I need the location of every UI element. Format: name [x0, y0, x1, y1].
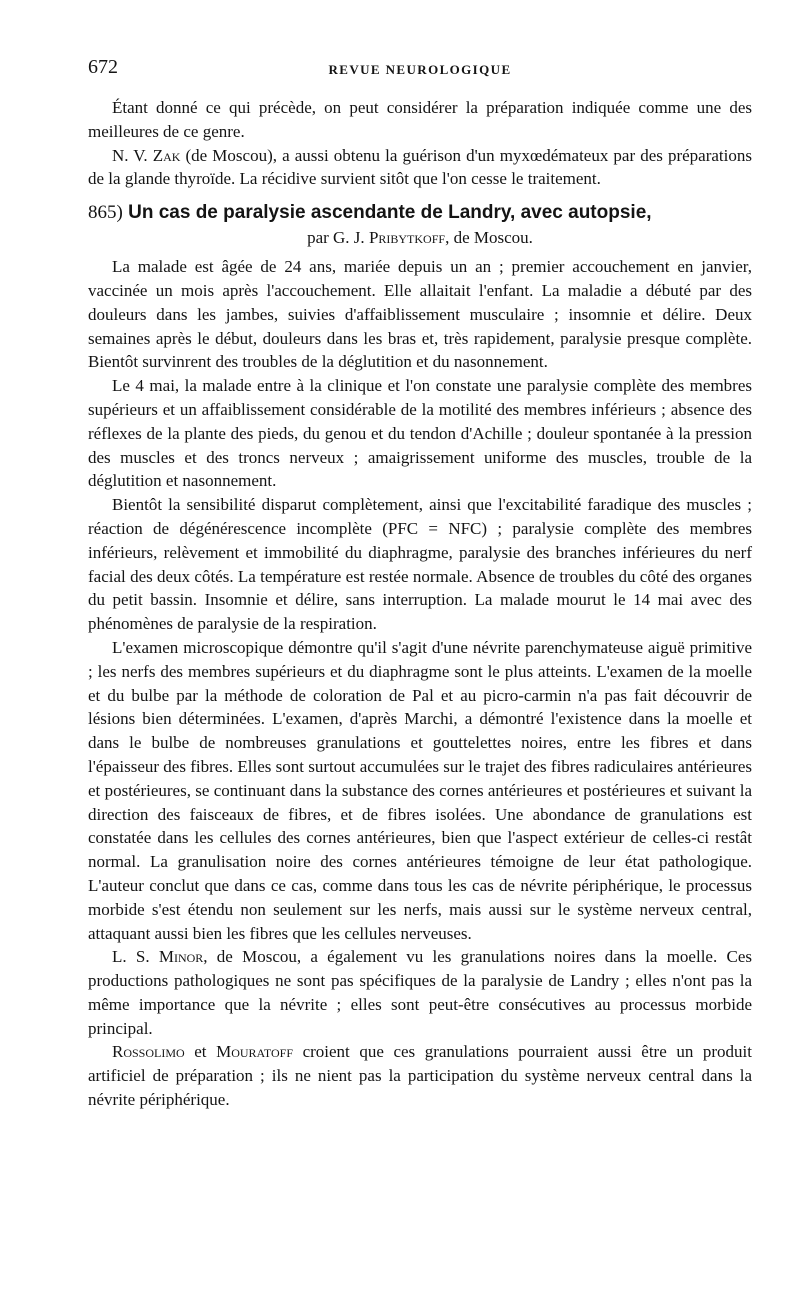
author-name: Rossolimo	[112, 1042, 185, 1062]
article-title	[88, 200, 752, 226]
paragraph-text: croient que ces granulations pourraient aussi être un produit artificiel de préparation ; ils ne nient pas la participation du système nerveux central dans la névrite périphérique.	[88, 1042, 752, 1110]
author-name: Pribytkoff	[368, 228, 446, 248]
byline-place: , de Moscou.	[445, 228, 533, 248]
article-title-text: Un cas de paralysie ascendante de Landry, avec autopsie,	[128, 202, 652, 224]
intro-paragraph-1: Étant donné ce qui précède, on peut considérer la préparation indiquée comme une des meilleures de ce genre.	[88, 98, 752, 141]
byline-prefix: par G. J.	[307, 228, 369, 248]
author-name: L. S. Minor	[112, 947, 204, 967]
conjunction: et	[184, 1042, 217, 1062]
running-head: REVUE NEUROLOGIQUE	[328, 62, 512, 77]
article-paragraph-4: L'examen microscopique démontre qu'il s'agit d'une névrite parenchymateuse aiguë primitive ; les nerfs des membres supérieurs et du diaphragme sont le plus atteints. L'examen de la moelle et du bulbe par la méthode de coloration de Pal et au picro-carmin n'a pas fait découvrir de lésions bien déterminées. L'examen, d'après Marchi, a démontré l'existence dans la moelle et dans le bulbe de nombreuses granulations et gouttelettes noires, entre les fibres et dans l'épaisseur des fibres. Elles sont surtout accumulées sur le trajet des fibres radiculaires antérieures et postérieures, se continuant dans la substance des cornes antérieures et postérieures et suivant la direction des faisceaux de fibres, et de fibres isolées. Une abondance de granulations est constatée dans les cellules des cornes antérieures, bien que l'aspect extérieur de celles-ci restât normal. La granulisation noire des cornes antérieures témoigne de leur état pathologique. L'auteur conclut que dans ce cas, comme dans tous les cas de névrite périphérique, le processus morbide s'est étendu non seulement sur les nerfs, mais aussi sur le système nerveux central, attaquant aussi bien les fibres que les cellules nerveuses.	[88, 637, 752, 943]
paragraph-text: (de Moscou), a aussi obtenu la guérison d'un myxœdémateux par des préparations de la glande thyroïde. La récidive survient sitôt que l'on cesse le traitement.	[88, 145, 752, 189]
article-paragraph-1: La malade est âgée de 24 ans, mariée depuis un an ; premier accouchement en janvier, vaccinée un mois après l'accouchement. Elle allaitait l'enfant. La maladie a débuté par des douleurs dans les jambes, suivies d'affaiblissement musculaire ; insomnie et délire. Deux semaines après le début, douleurs dans les bras et, très rapidement, paralysie presque complète. Bientôt survinrent des troubles de la déglutition et du nasonnement.	[88, 257, 752, 372]
page-header	[88, 56, 752, 86]
article-paragraph-6	[88, 1040, 752, 1111]
article-number: 865)	[88, 202, 123, 224]
article-paragraph-3: Bientôt la sensibilité disparut complètement, ainsi que l'excitabilité faradique des muscles ; réaction de dégénérescence incomplète (PFC = NFC) ; paralysie complète des membres inférieurs, relèvement et immobilité du diaphragme, paralysie des branches inférieures du nerf facial des deux côtés. La température est restée normale. Absence de troubles du côté des organes du petit bassin. Insomnie et délire, sans interruption. La malade mourut le 14 mai avec des phénomènes de paralysie de la respiration.	[88, 495, 752, 634]
article-heading	[88, 200, 752, 250]
paragraph-text: , de Moscou, a également vu les granulations noires dans la moelle. Ces productions pathologiques ne sont pas spécifiques de la paralysie de Landry ; elles n'ont pas la même importance que la névrite ; elles sont peut-être consécutives au processus morbide principal.	[88, 947, 752, 1038]
article-paragraph-2: Le 4 mai, la malade entre à la clinique et l'on constate une paralysie complète des membres supérieurs et un affaiblissement considérable de la motilité des membres inférieurs ; absence des réflexes de la plante des pieds, du genou et du tendon d'Achille ; douleur spontanée à la pression des muscles et des troncs nerveux ; amaigrissement uniforme des muscles, trouble de la déglutition et nasonnement.	[88, 376, 752, 491]
intro-paragraph-2	[88, 144, 752, 192]
page-number: 672	[88, 56, 118, 78]
article-byline	[88, 226, 752, 250]
article-paragraph-5	[88, 945, 752, 1040]
page-body	[88, 96, 752, 1112]
author-name: Mouratoff	[216, 1042, 294, 1062]
author-name: N. V. Zak	[112, 145, 181, 165]
